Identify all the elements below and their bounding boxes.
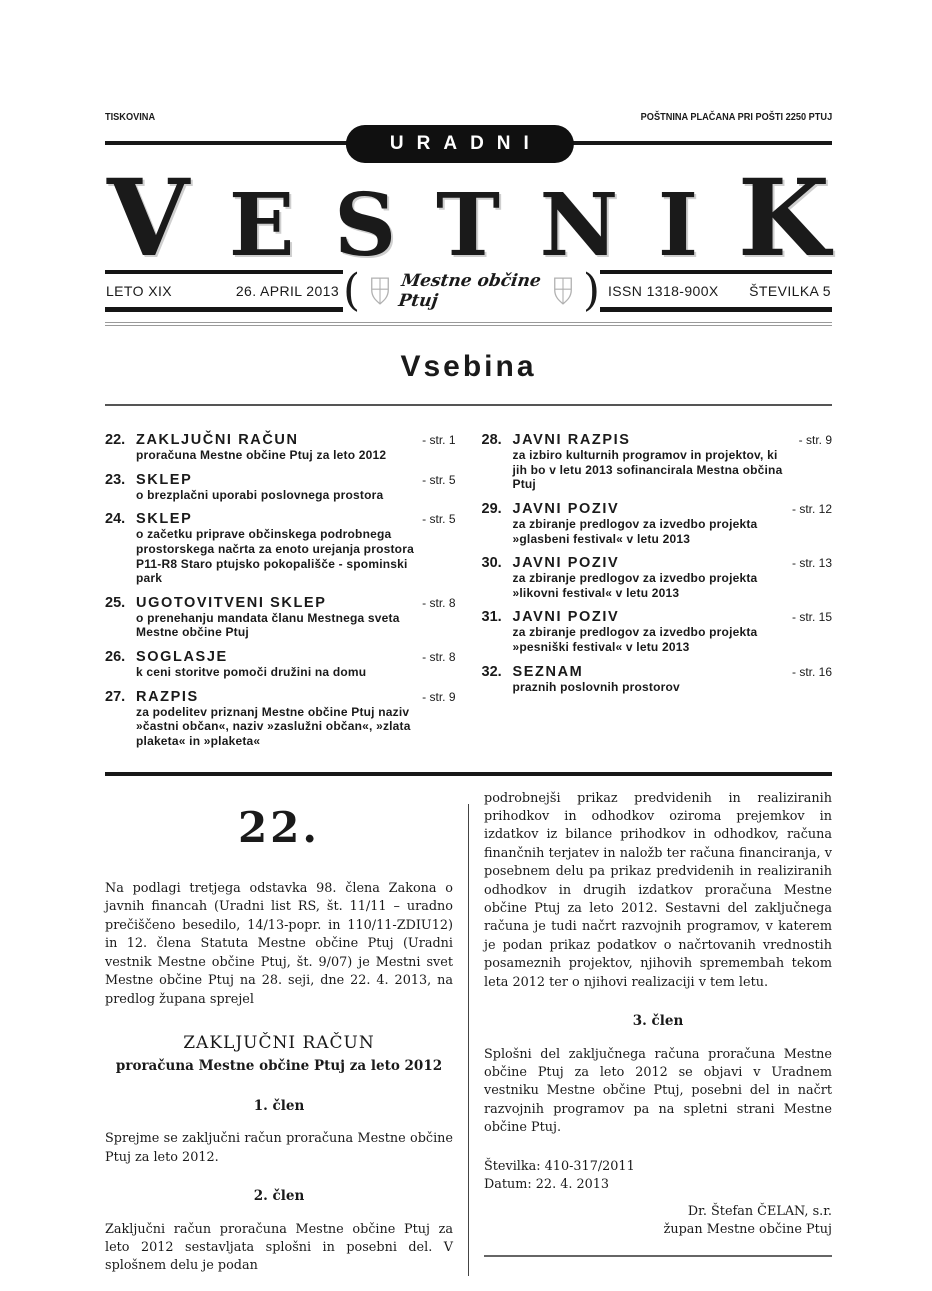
close-paren: ) xyxy=(582,265,600,317)
toc-entry-27 xyxy=(105,689,456,749)
toc-number: 25. xyxy=(105,594,126,611)
toc-number: 24. xyxy=(105,511,126,528)
section-divider-rule xyxy=(105,772,832,776)
toc-description: za zbiranje predlogov za izvedbo projekta »likovni festival« v letu 2013 xyxy=(512,571,758,600)
toc-title: JAVNI POZIV xyxy=(512,500,620,517)
uradni-pill xyxy=(345,125,573,163)
toc-left-column xyxy=(105,432,456,758)
masthead-rule xyxy=(105,125,832,163)
date-banner-left xyxy=(105,270,343,312)
toc-entry-23 xyxy=(105,472,456,503)
toc-entry-29 xyxy=(482,501,833,546)
clen-3-heading: 3. člen xyxy=(632,1013,684,1030)
article-number: 22. xyxy=(237,802,321,852)
toc-entry-28 xyxy=(482,432,833,492)
toc-description: praznih poslovnih prostorov xyxy=(512,679,680,694)
article-22 xyxy=(105,790,832,1276)
toc-page-ref: - str. 13 xyxy=(791,556,832,571)
date-banner xyxy=(105,265,832,317)
clen-2-text-left: Zaključni račun proračuna Mestne občine Ptuj za leto 2012 sestavljata splošni in posebni del. V splošnem delu je podan xyxy=(105,1221,453,1274)
toc-description: k ceni storitve pomoči družini na domu xyxy=(136,665,367,679)
toc-description: proračuna Mestne občine Ptuj za leto 2012 xyxy=(136,448,387,462)
contents-rule xyxy=(105,404,832,406)
document-number-line: Številka: 410-317/2011 xyxy=(484,1158,635,1174)
issue-date: 26. APRIL 2013 xyxy=(235,282,339,299)
article-title: ZAKLJUČNI RAČUN xyxy=(183,1032,375,1053)
article-subtitle: proračuna Mestne občine Ptuj za leto 2012 xyxy=(115,1058,443,1075)
toc-number: 31. xyxy=(481,609,502,626)
toc-page-ref: - str. 8 xyxy=(422,595,456,610)
double-rule xyxy=(105,322,832,326)
uradni-label: URADNI xyxy=(389,133,542,154)
toc-title: JAVNI POZIV xyxy=(512,555,620,572)
toc-page-ref: - str. 9 xyxy=(798,433,832,447)
clen-3-text: Splošni del zaključnega računa proračuna Mestne občine Ptuj za leto 2012 se objavi v Uradnem vestniku Mestne občine Ptuj, posebni del in načrt razvojnih programov pa na spletni strani Mestne občine Ptuj. xyxy=(484,1046,832,1136)
toc-description: za zbiranje predlogov za izvedbo projekta »pesniški festival« v letu 2013 xyxy=(512,625,758,654)
article-left-column xyxy=(105,790,453,1276)
toc-page-ref: - str. 16 xyxy=(791,664,832,679)
toc-title: JAVNI RAZPIS xyxy=(512,432,631,448)
date-banner-center xyxy=(343,265,600,317)
toc-page-ref: - str. 1 xyxy=(422,433,456,447)
contents-title: Vsebina xyxy=(400,350,537,383)
tiskovina-label: TISKOVINA xyxy=(105,112,156,123)
table-of-contents xyxy=(105,432,832,758)
toc-title: UGOTOVITVENI SKLEP xyxy=(136,594,327,611)
clen-1-text: Sprejme se zaključni račun proračuna Mestne občine Ptuj za leto 2012. xyxy=(105,1131,453,1165)
toc-title: SKLEP xyxy=(136,471,193,488)
toc-entry-24 xyxy=(105,511,456,586)
article-right-column xyxy=(484,790,832,1276)
stevilka-label: ŠTEVILKA 5 xyxy=(749,282,831,299)
toc-entry-30 xyxy=(482,555,833,600)
toc-number: 29. xyxy=(481,500,502,517)
toc-entry-32 xyxy=(482,664,833,695)
toc-page-ref: - str. 5 xyxy=(422,512,456,527)
ptuj-shield-icon xyxy=(552,276,574,306)
toc-title: SOGLASJE xyxy=(136,649,228,665)
clen-2-heading: 2. člen xyxy=(253,1188,305,1205)
signature-name: Dr. Štefan ČELAN, s.r. xyxy=(687,1203,832,1219)
toc-title: JAVNI POZIV xyxy=(512,609,620,626)
toc-title: ZAKLJUČNI RAČUN xyxy=(136,432,299,448)
ptuj-shield-icon xyxy=(369,276,391,306)
toc-description: o prenehanju mandata članu Mestnega sveta Mestne občine Ptuj xyxy=(136,610,400,640)
toc-description: o začetku priprave občinskega podrobnega prostorskega načrta za enoto urejanja prostora P11-R8 Staro ptujsko pokopališče - spominski park xyxy=(136,527,414,586)
toc-number: 22. xyxy=(105,432,126,448)
issn-label: ISSN 1318-900X xyxy=(608,282,719,299)
toc-number: 28. xyxy=(481,432,502,448)
toc-description: za zbiranje predlogov za izvedbo projekta »glasbeni festival« v letu 2013 xyxy=(512,516,758,546)
top-label-row xyxy=(105,112,832,123)
signature-title: župan Mestne občine Ptuj xyxy=(663,1221,832,1237)
municipality-name: Mestne občine Ptuj xyxy=(397,271,543,311)
clen-1-heading: 1. člen xyxy=(253,1097,305,1114)
toc-number: 27. xyxy=(105,688,126,705)
column-divider xyxy=(468,804,469,1276)
toc-page-ref: - str. 9 xyxy=(422,689,456,704)
signature-rule xyxy=(484,1255,832,1257)
open-paren: ( xyxy=(343,265,361,317)
toc-entry-25 xyxy=(105,595,456,640)
toc-page-ref: - str. 15 xyxy=(791,610,832,625)
toc-entry-31 xyxy=(482,609,833,654)
toc-number: 23. xyxy=(105,471,126,488)
toc-number: 26. xyxy=(105,649,126,665)
toc-page-ref: - str. 5 xyxy=(422,472,456,487)
toc-description: za podelitev priznanj Mestne občine Ptuj naziv »častni občan«, naziv »zaslužni občan«, »zlata plaketa« in »plaketa« xyxy=(136,704,411,748)
toc-number: 32. xyxy=(481,663,502,680)
toc-entry-26 xyxy=(105,649,456,680)
date-banner-right xyxy=(600,270,832,312)
toc-page-ref: - str. 12 xyxy=(791,501,832,516)
toc-right-column xyxy=(482,432,833,758)
toc-entry-22 xyxy=(105,432,456,463)
toc-title: SEZNAM xyxy=(512,663,584,680)
vestnik-masthead: V E S T N I K xyxy=(107,154,830,280)
article-intro-paragraph: Na podlagi tretjega odstavka 98. člena Zakona o javnih financah (Uradni list RS, št. 11/11 – uradno prečiščeno besedilo, 14/13-popr. in 110/11-ZDIU12) in 12. člena Statuta Mestne občine Ptuj (Uradni vestnik Mestne občine Ptuj, št. 9/07) je Mestni svet Mestne občine Ptuj na 28. seji, dne 22. 4. 2013, na predlog župana sprejel xyxy=(105,880,453,1007)
postnina-label: POŠTNINA PLAČANA PRI POŠTI 2250 PTUJ xyxy=(640,112,832,123)
leto-label: LETO XIX xyxy=(106,282,172,299)
toc-description: o brezplačni uporabi poslovnega prostora xyxy=(136,487,384,502)
clen-2-text-right: podrobnejši prikaz predvidenih in realiziranih prihodkov in odhodkov oziroma prejemkov in izdatkov iz bilance prihodkov in odhodkov, računa finančnih terjatev in naložb ter računa financiranja, v posebnem delu pa prikaz predvidenih in realiziranih odhodkov in drugih izdatkov proračuna Mestne občine Ptuj za leto 2012. Sestavni del zaključnega računa je tudi načrt razvojnih programov, v katerem je podan prikaz podatkov o načrtovanih vrednostih posameznih projektov, njihovih spremembah tekom leta 2012 ter o njihovi realizaciji v tem letu. xyxy=(484,790,832,990)
toc-page-ref: - str. 8 xyxy=(422,650,456,664)
toc-description: za izbiro kulturnih programov in projektov, ki jih bo v letu 2013 sofinancirala Mestna občina Ptuj xyxy=(512,448,783,492)
toc-number: 30. xyxy=(481,555,502,572)
document-date-line: Datum: 22. 4. 2013 xyxy=(484,1177,610,1193)
toc-title: RAZPIS xyxy=(136,688,199,705)
toc-title: SKLEP xyxy=(136,511,193,528)
